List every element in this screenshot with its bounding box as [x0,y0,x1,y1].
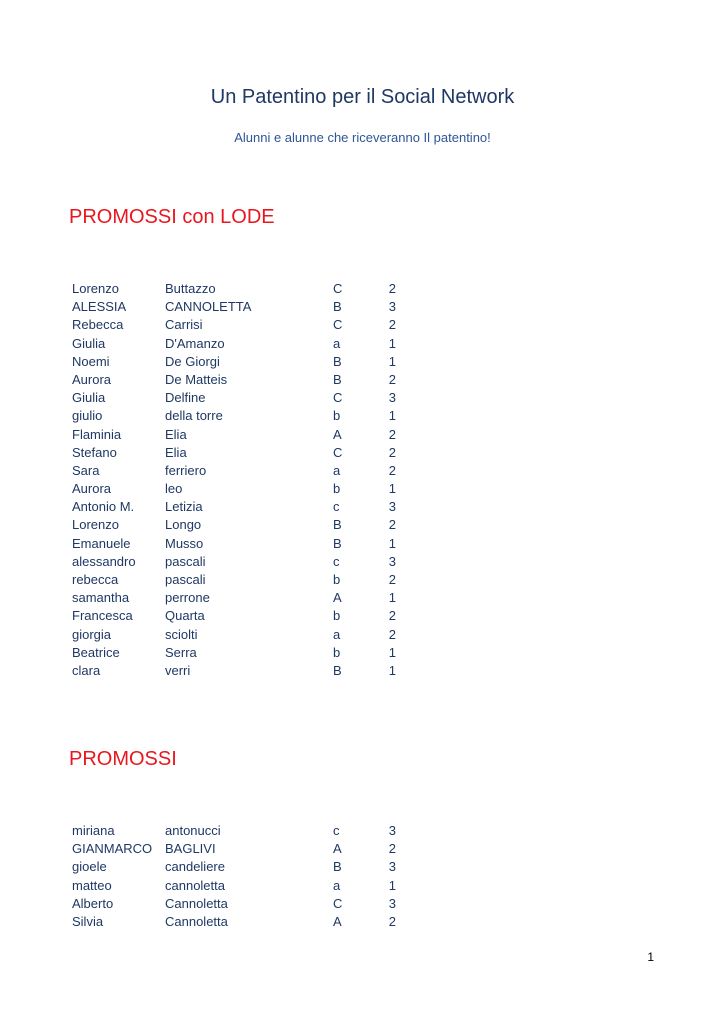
class-section: B [333,662,342,678]
last-name: Buttazzo [165,281,216,296]
last-name: Carrisi [165,317,203,333]
class-year: 3 [388,299,396,315]
document-title: Un Patentino per il Social Network [210,86,515,108]
last-name: antonucci [165,823,221,838]
class-section: b [333,572,341,587]
student-row [72,280,396,298]
last-name: Letizia [165,499,203,515]
class-section: A [333,913,342,929]
first-name: ALESSIA [72,299,127,315]
student-row [72,877,396,895]
first-name: Aurora [72,371,112,387]
first-name: giorgia [72,626,112,642]
class-year: 1 [388,877,396,893]
class-section: b [333,608,341,624]
class-section: b [333,481,341,497]
student-row [72,298,396,316]
class-section: c [333,823,340,838]
first-name: Aurora [72,481,112,497]
last-name: ferriero [165,462,207,478]
first-name: giulio [72,408,103,424]
class-year: 2 [388,462,396,478]
class-year: 1 [388,644,396,660]
class-section: B [333,859,342,875]
class-year: 1 [388,590,396,606]
student-row [72,480,396,498]
last-name: CANNOLETTA [165,299,252,315]
student-row [72,662,396,680]
student-row [72,498,396,516]
first-name: Emanuele [72,535,131,551]
last-name: BAGLIVI [165,841,216,857]
last-name: Musso [165,535,204,551]
section-heading-lode: PROMOSSI con LODE [69,206,275,228]
class-year: 2 [388,426,396,442]
class-year: 2 [388,841,396,857]
class-year: 2 [388,371,396,387]
class-section: b [333,408,341,424]
class-year: 2 [388,281,396,296]
last-name: De Matteis [165,371,228,387]
first-name: gioele [72,859,107,875]
last-name: Delfine [165,390,206,406]
section-heading-promossi: PROMOSSI [69,748,177,770]
class-year: 2 [388,608,396,624]
class-section: C [333,444,343,460]
class-year: 2 [388,626,396,642]
student-row [72,607,396,625]
first-name: Lorenzo [72,281,119,296]
first-name: clara [72,662,101,678]
last-name: De Giorgi [165,353,220,369]
student-row [72,840,396,858]
class-year: 3 [388,499,396,515]
last-name: D'Amanzo [165,335,225,351]
first-name: alessandro [72,553,136,569]
class-year: 1 [388,408,396,424]
class-section: B [333,299,342,315]
student-row [72,426,396,444]
class-section: B [333,353,342,369]
first-name: GIANMARCO [72,841,153,857]
student-row [72,895,396,913]
first-name: Francesca [72,608,133,624]
last-name: Elia [165,444,187,460]
class-year: 2 [388,913,396,929]
last-name: leo [165,481,183,497]
class-year: 1 [388,535,396,551]
first-name: Lorenzo [72,517,119,533]
class-year: 2 [388,517,396,533]
class-section: B [333,517,342,533]
class-section: A [333,841,342,857]
last-name: della torre [165,408,223,424]
first-name: Beatrice [72,644,120,660]
student-row [72,589,396,607]
student-row [72,858,396,876]
first-name: Flaminia [72,426,122,442]
last-name: Elia [165,426,187,442]
last-name: Cannoletta [165,913,228,929]
student-row [72,626,396,644]
student-row [72,444,396,462]
first-name: samantha [72,590,130,606]
student-row [72,571,396,589]
class-section: A [333,426,342,442]
class-year: 3 [388,390,396,406]
first-name: rebecca [72,572,119,587]
class-section: B [333,535,342,551]
class-year: 1 [388,335,396,351]
class-year: 3 [388,895,396,911]
last-name: Serra [165,644,197,660]
last-name: Quarta [165,608,205,624]
first-name: Silvia [72,913,104,929]
last-name: Longo [165,517,202,533]
class-year: 1 [388,662,396,678]
last-name: pascali [165,553,206,569]
last-name: perrone [165,590,210,606]
class-year: 1 [388,353,396,369]
class-section: C [333,895,343,911]
class-section: B [333,371,342,387]
class-year: 3 [388,859,396,875]
class-section: A [333,590,342,606]
student-row [72,644,396,662]
first-name: Giulia [72,335,106,351]
last-name: cannoletta [165,877,225,893]
last-name: pascali [165,572,206,587]
student-row [72,553,396,571]
student-row [72,335,396,353]
last-name: Cannoletta [165,895,228,911]
last-name: candeliere [165,859,225,875]
class-section: a [333,877,341,893]
last-name: verri [165,662,191,678]
class-year: 2 [388,572,396,587]
student-row [72,316,396,334]
student-row [72,371,396,389]
first-name: Giulia [72,390,106,406]
student-row [72,462,396,480]
first-name: Alberto [72,895,114,911]
first-name: Sara [72,462,100,478]
class-section: C [333,281,343,296]
class-section: b [333,644,341,660]
class-section: C [333,390,343,406]
first-name: Stefano [72,444,117,460]
class-year: 3 [388,553,396,569]
student-row [72,535,396,553]
student-row [72,516,396,534]
class-year: 1 [388,481,396,497]
first-name: miriana [72,823,115,838]
class-section: a [333,335,341,351]
student-list-lode [72,280,396,680]
page-number: 1 [647,950,654,964]
first-name: Antonio M. [72,499,135,515]
student-list-promossi [72,822,396,931]
student-row [72,353,396,371]
student-row [72,822,396,840]
first-name: Rebecca [72,317,124,333]
last-name: sciolti [165,626,198,642]
student-row [72,389,396,407]
student-row [72,913,396,931]
document-subtitle: Alunni e alunne che riceveranno Il patentino! [234,130,491,145]
class-section: C [333,317,343,333]
class-section: a [333,626,341,642]
first-name: Noemi [72,353,110,369]
student-row [72,407,396,425]
first-name: matteo [72,877,112,893]
class-section: a [333,462,341,478]
class-year: 3 [388,823,396,838]
class-section: c [333,499,340,515]
class-section: c [333,553,340,569]
class-year: 2 [388,317,396,333]
class-year: 2 [388,444,396,460]
